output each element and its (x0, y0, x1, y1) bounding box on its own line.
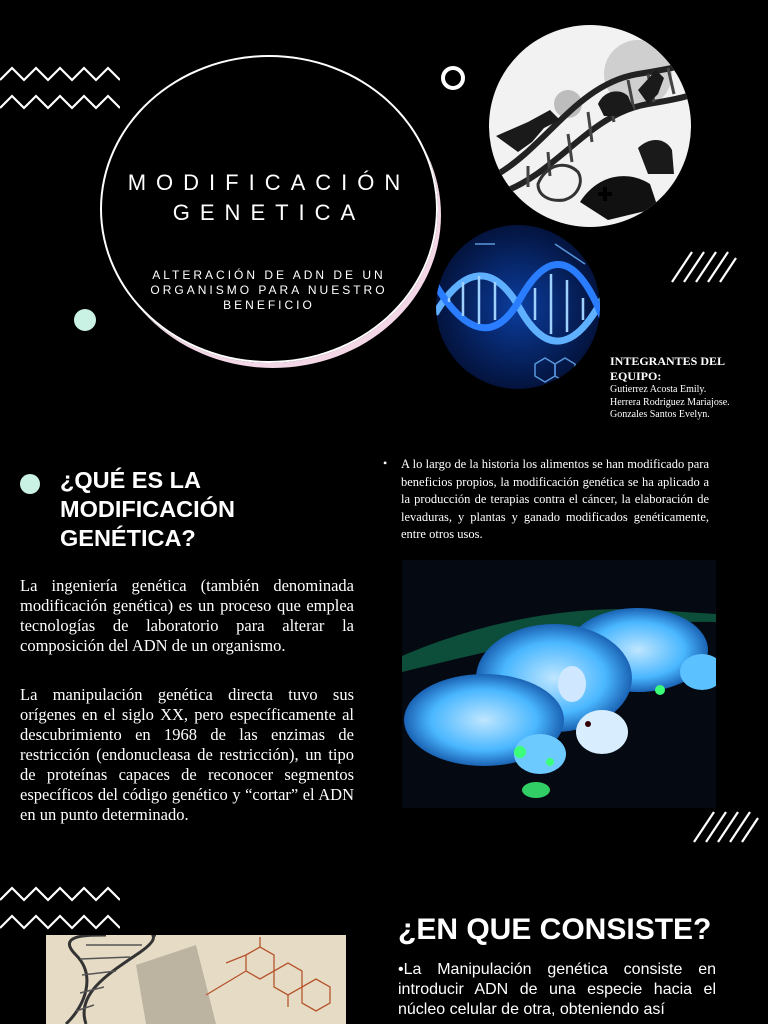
dna-evolution-illustration (488, 24, 692, 228)
team-member: Herrera Rodriguez Mariajose. (610, 396, 730, 408)
section1-heading: ¿QUÉ ES LA MODIFICACIÓN GENÉTICA? (60, 467, 235, 551)
slashes-decoration-top (670, 250, 738, 284)
history-paragraph: A lo largo de la historia los alimentos se han modificado para beneficios propios, la modificación genética se ha aplicado a la producción de terapias contra el cáncer, la elaboración de levaduras, y plantas y ganado modificados genéticamente, entre otros usos. (401, 457, 709, 541)
page-title-line1: MODIFICACIÓN (127, 170, 411, 195)
mint-dot-decoration (74, 309, 96, 331)
team-block (610, 354, 760, 422)
section1-paragraph2: La manipulación genética directa tuvo sus orígenes en el siglo XX, pero específicamente al descubrimiento en 1968 de las enzimas de restricción (endonucleasa de restricción), un tipo de proteínas capaces de reconocer segmentos específicos del código genético y “cortar” el ADN en un punto determinado. (20, 685, 354, 824)
zigzag-decoration-top (0, 66, 120, 112)
team-member: Gonzales Santos Evelyn. (610, 409, 710, 420)
dna-molecule-sketch (46, 935, 346, 1024)
team-member: Gutierrez Acosta Emily. (610, 384, 707, 395)
zigzag-decoration-bottom (0, 886, 120, 932)
page-subtitle: ALTERACIÓN DE ADN DE UN ORGANISMO PARA NUESTRO BENEFICIO (150, 268, 388, 312)
section2-text: •La Manipulación genética consiste en introducir ADN de una especie hacia el núcleo celular de otra, obteniendo así (398, 961, 716, 1018)
blue-dna-helix-image (435, 224, 601, 390)
bullet-marker: • (383, 456, 388, 470)
ring-decoration (441, 66, 465, 90)
slashes-decoration-bottom (692, 810, 760, 844)
section1-paragraph1: La ingeniería genética (también denominada modificación genética) es un proceso que emplea tecnologías de laboratorio para alterar la composición del ADN de un organismo. (20, 576, 354, 655)
team-title: INTEGRANTES DEL EQUIPO: (610, 354, 725, 383)
mint-bullet-dot (20, 474, 40, 494)
section2-heading: ¿EN QUE CONSISTE? (398, 913, 712, 946)
page-title-line2: GENETICA (172, 200, 366, 225)
glowing-mice-photo (402, 560, 716, 808)
